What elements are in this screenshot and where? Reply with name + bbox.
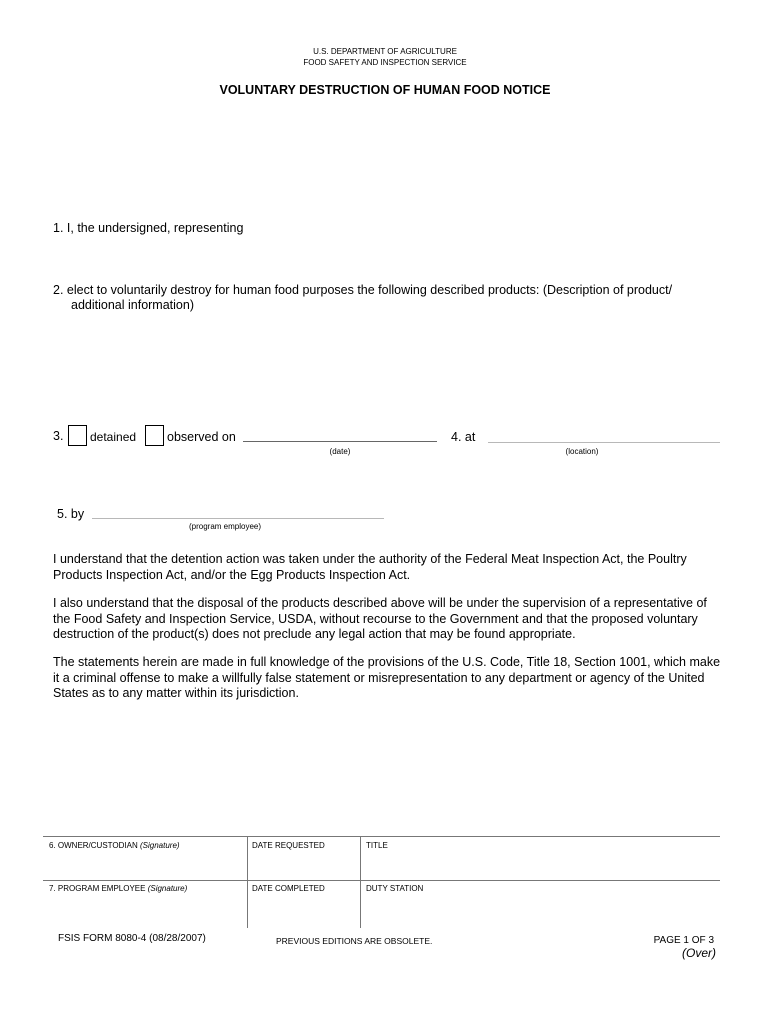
item-1-label: 1. I, the undersigned, representing: [53, 221, 244, 235]
observed-on-label: observed on: [167, 430, 236, 444]
detained-label: detained: [90, 430, 137, 444]
table-divider-1: [247, 836, 248, 928]
over-note: (Over): [682, 946, 716, 960]
statement-legal-knowledge: The statements herein are made in full knowledge of the provisions of the U.S. Code, Title 18, Section 1001, which make it a criminal offense to make a willfully false statement or misrepresentation to any department or agency of the United States as to any matter within its jurisdiction.: [53, 655, 721, 700]
obsolete-note: PREVIOUS EDITIONS ARE OBSOLETE.: [276, 936, 433, 946]
item-2-label: [53, 283, 743, 313]
program-employee-caption: (program employee): [188, 522, 262, 531]
item-4-label: 4. at: [451, 430, 476, 444]
item-5-label: 5. by: [57, 507, 85, 521]
item-2-line-2: additional information): [71, 298, 194, 312]
detained-checkbox[interactable]: [68, 425, 87, 446]
date-caption: (date): [329, 447, 351, 456]
date-completed-cell[interactable]: [252, 884, 325, 893]
item-3-number: 3.: [53, 429, 64, 443]
date-requested-label: DATE REQUESTED: [252, 841, 325, 850]
title-cell[interactable]: [366, 841, 388, 850]
representing-field[interactable]: [53, 240, 723, 276]
owner-custodian-label: 6. OWNER/CUSTODIAN: [49, 841, 138, 850]
table-top-border: [43, 836, 720, 837]
form-title: VOLUNTARY DESTRUCTION OF HUMAN FOOD NOTICE: [219, 83, 551, 97]
table-middle-border: [43, 880, 720, 881]
page-number: PAGE 1 OF 3: [653, 935, 714, 946]
statement-disposal-supervision: I also understand that the disposal of the products described above will be under the supervision of a representative of the Food Safety and Inspection Service, USDA, without recourse to the Government and that the proposed voluntary destruction of the product(s) does not preclude any legal action that may be found appropriate.: [53, 596, 707, 641]
program-employee-cell[interactable]: [49, 884, 187, 893]
location-caption: (location): [565, 447, 599, 456]
statement-detention-authority: I understand that the detention action was taken under the authority of the Federal Meat Inspection Act, the Poultry Products Inspection Act, and/or the Egg Products Inspection Act.: [53, 552, 687, 582]
owner-signature-caption: (Signature): [139, 841, 180, 850]
program-employee-sig-label: 7. PROGRAM EMPLOYEE: [49, 884, 146, 893]
form-number: FSIS FORM 8080-4 (08/28/2007): [58, 933, 206, 944]
owner-custodian-cell[interactable]: [49, 841, 180, 850]
program-employee-signature-caption: (Signature): [147, 884, 188, 893]
product-description-field[interactable]: [53, 318, 723, 418]
date-field[interactable]: [243, 441, 437, 442]
program-employee-field[interactable]: [92, 518, 384, 519]
item-2-line-1: 2. elect to voluntarily destroy for human food purposes the following described products: (Description of product/: [53, 283, 673, 297]
signature-table: [43, 836, 720, 928]
service-name: FOOD SAFETY AND INSPECTION SERVICE: [303, 58, 467, 67]
observed-checkbox[interactable]: [145, 425, 164, 446]
duty-station-cell[interactable]: [366, 884, 423, 893]
date-completed-label: DATE COMPLETED: [252, 884, 325, 893]
duty-station-label: DUTY STATION: [366, 884, 424, 893]
title-label: TITLE: [366, 841, 388, 850]
header-agency: [0, 46, 770, 68]
location-field[interactable]: [488, 442, 720, 443]
table-divider-2: [360, 836, 361, 928]
date-requested-cell[interactable]: [252, 841, 325, 850]
department-name: U.S. DEPARTMENT OF AGRICULTURE: [313, 47, 457, 56]
